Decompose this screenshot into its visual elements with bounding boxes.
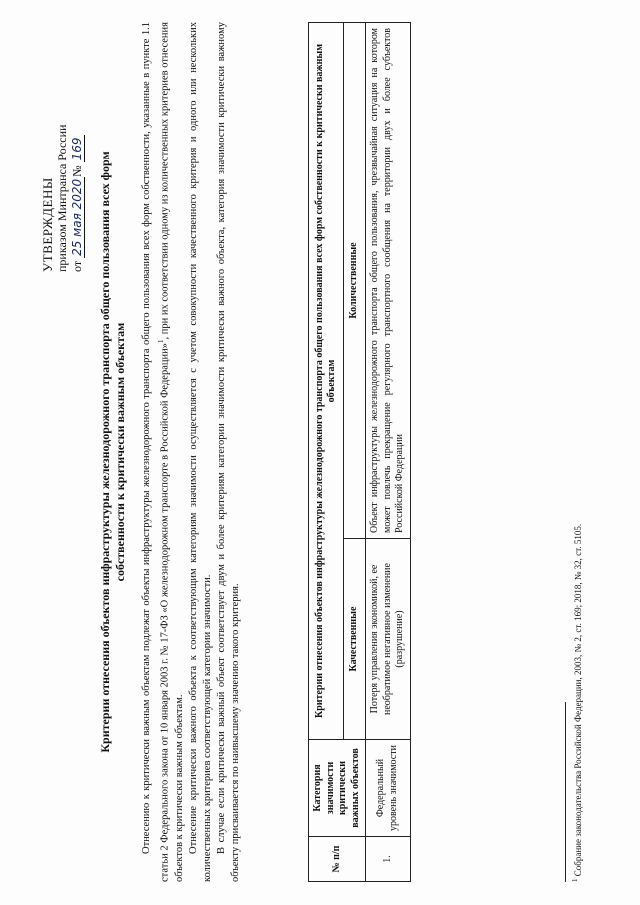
header-category: Категория значимости критически важных объектов [309, 740, 366, 837]
header-criteria: Критерии отнесения объектов инфраструктуры железнодорожного транспорта общего пользования всех форм собственности к критически важным объектам [309, 23, 344, 740]
approval-date-line [70, 42, 85, 272]
row-qualitative: Потеря управления экономикой, ее необратимое негативное изменение (разрушение) [366, 539, 411, 740]
paragraph-3: В случае если критически важный объект соответствует двум и более критериям категории значимости критически важного объекта, категория значимости критически важному объекту присваивается по наивысшему значению такого критерия. [215, 22, 241, 882]
header-quantitative: Количественные [344, 23, 366, 539]
paragraph-2: Отнесение критически важного объекта к соответствующим категориям значимости осуществляется с учетом совокупности качественного критерия и одного или нескольких количественных критериев соответствующей категории значимости. [187, 22, 213, 882]
table-header-row [309, 23, 344, 882]
document-title [98, 22, 128, 882]
header-qualitative: Качественные [344, 539, 366, 740]
footnote-mark: 1 [571, 878, 579, 882]
approval-heading: УТВЕРЖДЕНЫ [40, 177, 55, 272]
row-num: 1. [366, 837, 411, 882]
table-row [366, 23, 411, 882]
approval-number-handwritten: 169 [70, 137, 84, 161]
row-category: Федеральный уровень значимости [366, 740, 411, 837]
criteria-table [308, 22, 411, 882]
document-body [140, 22, 243, 882]
rotated-content [40, 22, 620, 882]
title-line-2: собственности к критически важным объектам [113, 322, 127, 582]
approval-date-handwritten: 25 мая 2020 [70, 178, 84, 256]
footnote-reference: 1 [157, 339, 165, 344]
approval-stamp [40, 42, 85, 272]
paragraph-1-text: Отнесению к критически важным объектам подлежат объекты инфраструктуры железнодорожного транспорта общего пользования всех форм собственности, указанные в пункте 1.1 статьи 2 Федерального закона от 10 января 2003 г. № 17-ФЗ «О железнодорожном транспорте в Российской Федерации» [141, 22, 171, 882]
footnote-text: Собрание законодательства Российской Федерации, 2003, № 2, ст. 169; 2018, № 32, ст. 5105. [573, 523, 583, 877]
paragraph-1-tail: , при их соответствии одному из количественных критериев отнесения объектов к критически важным объектам. [159, 22, 185, 882]
row-quantitative: Объект инфраструктуры железнодорожного транспорта общего пользования, чрезвычайная ситуация на котором может повлечь прекращение регулярного транспортного сообщения на территории двух и более субъектов Российской Федерации [366, 23, 411, 539]
title-line-1: Критерии отнесения объектов инфраструктуры железнодорожного транспорта общего пользования всех форм [98, 151, 112, 753]
approval-number-label: № [70, 165, 84, 177]
header-num: № п/п [309, 837, 366, 882]
approval-order-line: приказом Минтранса России [55, 124, 69, 272]
approval-date-prefix: от [70, 260, 84, 272]
footnote [570, 22, 584, 882]
footnote-divider [565, 702, 566, 882]
paragraph-1 [140, 22, 187, 882]
